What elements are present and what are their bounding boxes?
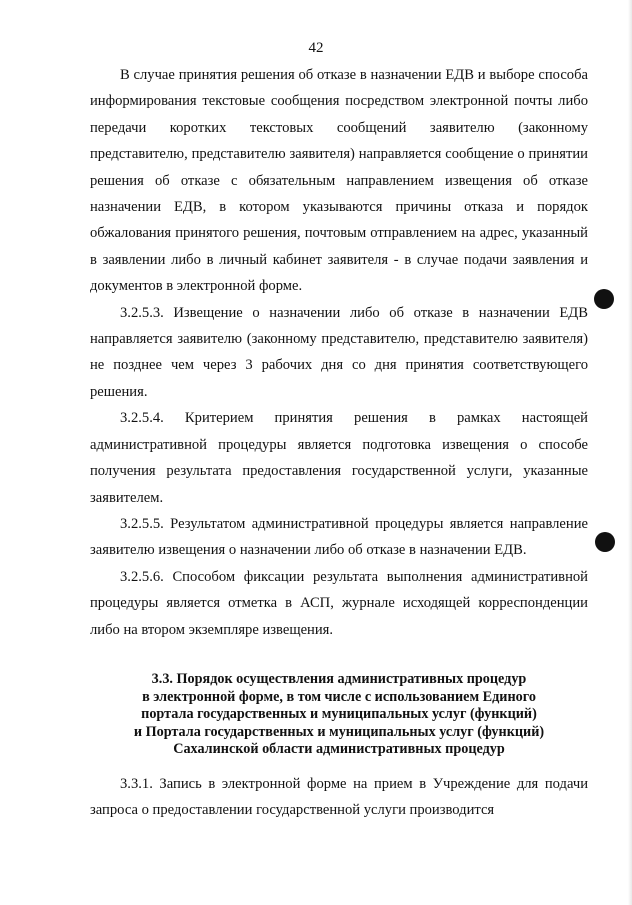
scan-edge-shadow: [628, 0, 632, 905]
paragraph-refusal-notification: В случае принятия решения об отказе в назначении ЕДВ и выборе способа информирования текстовые сообщения посредством электронной почты либо передачи коротких текстовых сообщений заявителю (законному представителю, представителю заявителя) направляется сообщение о принятии решения об отказе с обязательным направлением извещения об отказе назначении ЕДВ, в котором указываются причины отказа и порядок обжалования принятого решения, почтовым отправлением на адрес, указанный в заявлении либо в личный кабинет заявителя - в случае подачи заявления и документов в электронной форме.: [90, 67, 588, 295]
heading-line: в электронной форме, в том числе с использованием Единого: [142, 688, 536, 705]
heading-line: портала государственных и муниципальных услуг (функций): [141, 706, 537, 723]
heading-line: 3.3. Порядок осуществления административных процедур: [151, 670, 527, 687]
document-body: [90, 62, 588, 824]
punch-hole-mark: [594, 289, 614, 309]
heading-line: и Портала государственных и муниципальных услуг (функций): [133, 723, 545, 740]
page-number: 42: [308, 40, 324, 56]
heading-line: Сахалинской области административных процедур: [173, 741, 505, 758]
paragraph-3-2-5-4: 3.2.5.4. Критерием принятия решения в рамках настоящей административной процедуры является подготовка извещения о способе получения результата предоставления государственной услуги, указанные заявителем.: [90, 410, 588, 506]
paragraph-3-2-5-3: 3.2.5.3. Извещение о назначении либо об отказе в назначении ЕДВ направляется заявителю (законному представителю, представителю заявителя) не позднее чем через 3 рабочих дня со дня принятия соответствующего решения.: [90, 304, 588, 400]
paragraph-3-2-5-5: 3.2.5.5. Результатом административной процедуры является направление заявителю извещения о назначении либо об отказе в назначении ЕДВ.: [90, 515, 588, 559]
paragraph-3-2-5-6: 3.2.5.6. Способом фиксации результата выполнения административной процедуры является отметка в АСП, журнале исходящей корреспонденции либо на втором экземпляре извещения.: [90, 568, 588, 638]
punch-hole-mark: [595, 532, 615, 552]
paragraph-3-3-1: 3.3.1. Запись в электронной форме на прием в Учреждение для подачи запроса о предоставлении государственной услуги производится: [90, 775, 588, 819]
section-heading-3-3: [90, 671, 588, 759]
